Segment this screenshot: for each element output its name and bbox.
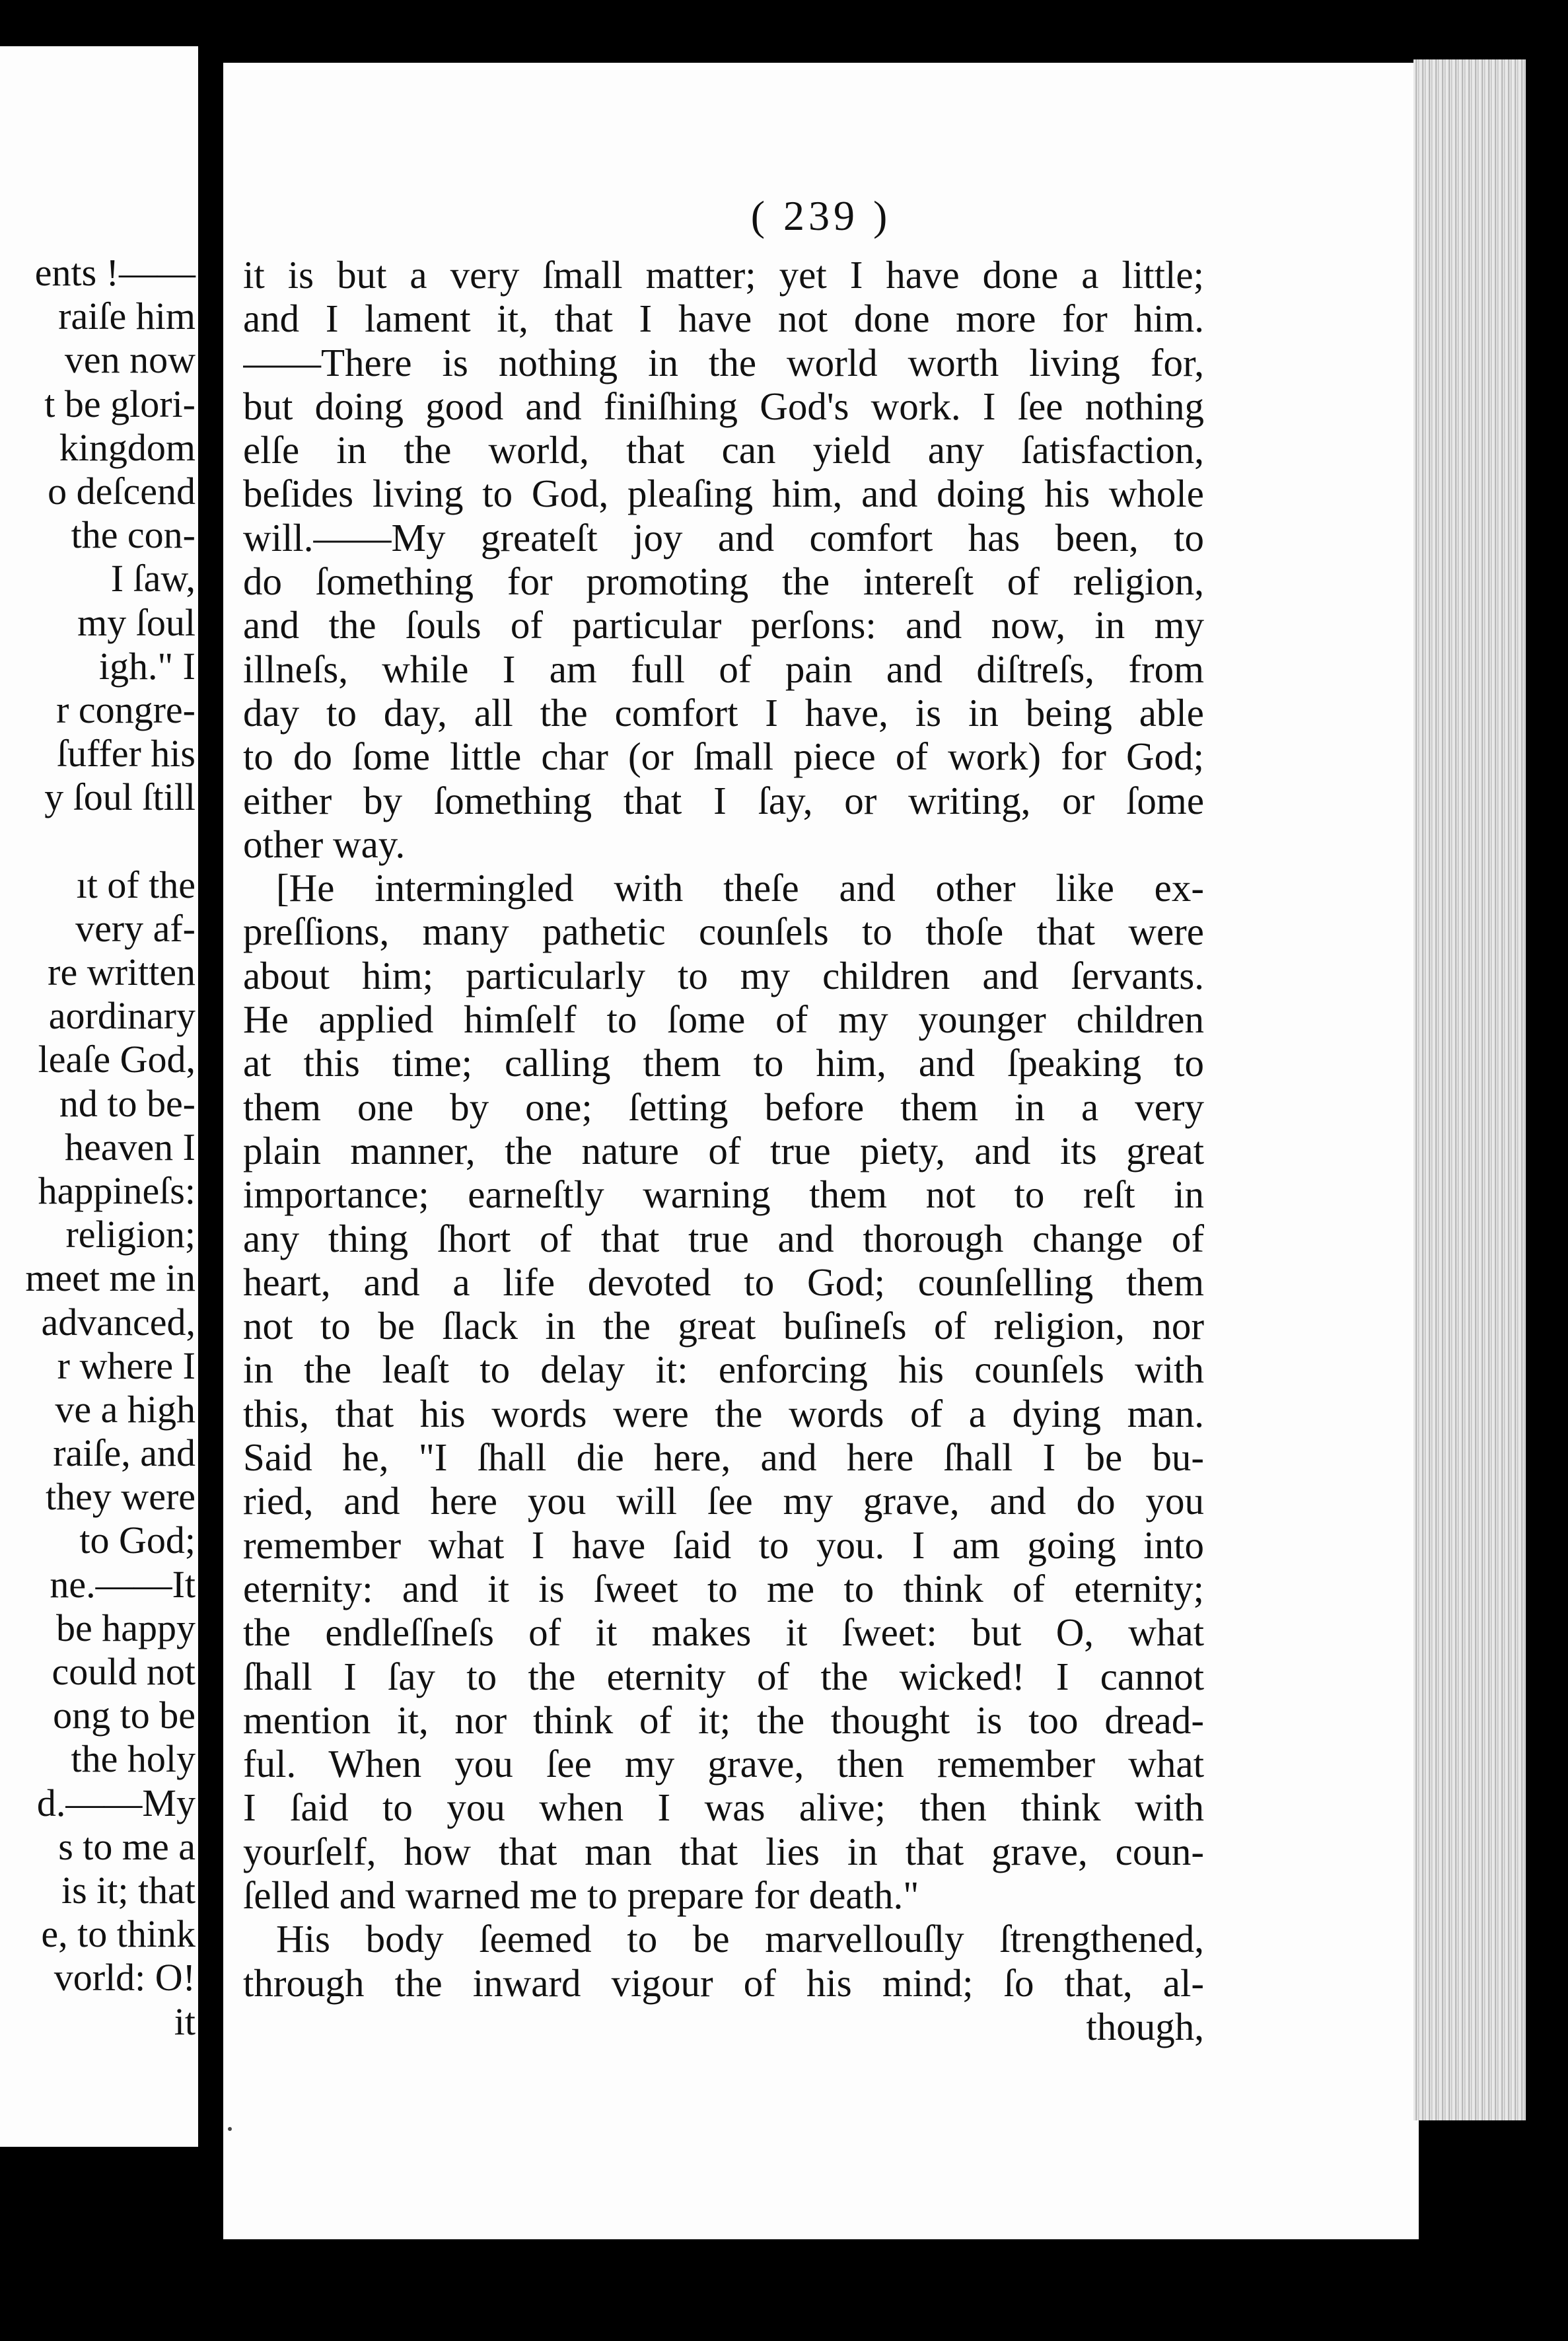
text-line: ſhall I ſay to the eternity of the wicked! I cannot xyxy=(243,1654,1204,1698)
text-line: but doing good and finiſhing God's work. I ſee nothing xyxy=(243,384,1204,428)
left-line: leaſe God, xyxy=(38,1038,196,1081)
left-line: ven now xyxy=(64,338,196,382)
text-line: other way. xyxy=(243,822,406,866)
text-line: yourſelf, how that man that lies in that grave, coun- xyxy=(243,1829,1204,1873)
left-line: vorld: O! xyxy=(53,1956,196,1999)
text-line: this, that his words were the words of a dying man. xyxy=(243,1391,1204,1435)
paragraph-start-line: His body ſeemed to be marvellouſly ſtrengthened, xyxy=(276,1917,1204,1961)
left-line: r congre- xyxy=(56,688,196,731)
text-line: mention it, nor think of it; the thought is too dread- xyxy=(243,1698,1204,1742)
left-line: re written xyxy=(48,951,196,993)
left-line: I ſaw, xyxy=(110,557,196,600)
ink-speck xyxy=(228,2127,232,2131)
left-line: ıt of the xyxy=(76,863,196,906)
left-line: s to me a xyxy=(58,1824,196,1868)
text-line: I ſaid to you when I was alive; then think with xyxy=(243,1785,1204,1830)
left-line: nd to be- xyxy=(59,1081,196,1125)
text-line: at this time; calling them to him, and ſpeaking to xyxy=(243,1041,1204,1085)
left-line: ong to be xyxy=(53,1694,196,1737)
left-line: meet me in xyxy=(25,1256,196,1300)
left-page-text xyxy=(0,251,198,2044)
text-line: ſelled and warned me to prepare for death." xyxy=(243,1873,919,1917)
page-number: ( 239 ) xyxy=(750,192,892,239)
text-line: through the inward vigour of his mind; ſo that, al- xyxy=(243,1961,1204,2005)
text-line: any thing ſhort of that true and thorough change of xyxy=(243,1216,1204,1260)
left-line: could not xyxy=(52,1650,196,1693)
body-text xyxy=(243,253,1204,2048)
text-line: either by ſomething that I ſay, or writing, or ſome xyxy=(243,778,1204,822)
page-edges xyxy=(1413,59,1526,2120)
text-line: heart, and a life devoted to God; counſelling them xyxy=(243,1260,1204,1304)
left-line: y ſoul ſtill xyxy=(44,775,196,819)
left-line: e, to think xyxy=(41,1912,196,1956)
left-line: ents !—— xyxy=(34,251,196,294)
text-line: will.——My greateſt joy and comfort has been, to xyxy=(243,515,1204,559)
left-line: ve a high xyxy=(55,1387,196,1431)
text-line: remember what I have ſaid to you. I am going into xyxy=(243,1523,1204,1567)
left-line: they were xyxy=(45,1475,196,1519)
text-line: in the leaſt to delay it: enforcing his counſels with xyxy=(243,1348,1204,1392)
text-line: ried, and here you will ſee my grave, and do you xyxy=(243,1479,1204,1523)
left-line: r where I xyxy=(57,1344,196,1387)
left-line: ſuffer his xyxy=(57,732,196,775)
text-line: not to be ſlack in the great buſineſs of religion, nor xyxy=(243,1304,1204,1348)
text-line: ful. When you ſee my grave, then remember what xyxy=(243,1742,1204,1786)
left-line: to God; xyxy=(79,1519,196,1562)
text-line: the endleſſneſs of it makes it ſweet: but O, what xyxy=(243,1610,1204,1655)
left-line: advanced, xyxy=(41,1300,196,1344)
left-line: aordinary xyxy=(48,994,196,1038)
left-line xyxy=(0,819,198,863)
text-line: them one by one; ſetting before them in a very xyxy=(243,1085,1204,1129)
text-line: and I lament it, that I have not done more for him. xyxy=(243,297,1204,341)
text-line: it is but a very ſmall matter; yet I have done a little; xyxy=(243,253,1204,297)
left-line: the con- xyxy=(71,513,196,557)
left-page xyxy=(0,46,198,2147)
left-line: ne.——It xyxy=(50,1562,196,1606)
left-line: raiſe him xyxy=(58,295,196,338)
left-line: kingdom xyxy=(59,425,196,469)
left-line: heaven I xyxy=(64,1125,196,1169)
left-line: be happy xyxy=(56,1606,196,1649)
left-line: the holy xyxy=(71,1737,196,1781)
book-gutter xyxy=(198,0,225,2341)
text-line: ——There is nothing in the world worth living for, xyxy=(243,340,1204,384)
left-line: raiſe, and xyxy=(53,1431,196,1475)
text-line: importance; earneſtly warning them not to reſt in xyxy=(243,1172,1204,1217)
text-line: to do ſome little char (or ſmall piece of work) for God; xyxy=(243,735,1204,779)
text-line: about him; particularly to my children and ſervants. xyxy=(243,953,1204,997)
left-line: it xyxy=(174,1999,196,2043)
catchword-line: though, xyxy=(1086,2004,1204,2048)
text-line: elſe in the world, that can yield any ſatisfaction, xyxy=(243,428,1204,472)
left-line: t be glori- xyxy=(44,382,196,425)
text-line: illneſs, while I am full of pain and diſtreſs, from xyxy=(243,647,1204,691)
left-line: my ſoul xyxy=(77,600,196,644)
left-line: happineſs: xyxy=(38,1169,196,1212)
right-page xyxy=(223,63,1419,2239)
left-line: igh." I xyxy=(98,644,196,688)
text-line: He applied himſelf to ſome of my younger children xyxy=(243,997,1204,1042)
text-line: preſſions, many pathetic counſels to thoſe that were xyxy=(243,910,1204,954)
left-line: very af- xyxy=(75,906,196,950)
text-line: plain manner, the nature of true piety, and its great xyxy=(243,1128,1204,1172)
left-line: religion; xyxy=(65,1213,196,1256)
paragraph-start-line: [He intermingled with theſe and other like ex- xyxy=(276,866,1204,910)
text-line: beſides living to God, pleaſing him, and doing his whole xyxy=(243,472,1204,516)
text-line: Said he, "I ſhall die here, and here ſhall I be bu- xyxy=(243,1435,1204,1480)
left-line: o deſcend xyxy=(48,469,196,513)
text-line: and the ſouls of particular perſons: and now, in my xyxy=(243,603,1204,647)
left-line: d.——My xyxy=(36,1781,196,1824)
left-line: is it; that xyxy=(61,1868,196,1912)
text-line: eternity: and it is ſweet to me to think of eternity; xyxy=(243,1566,1204,1610)
text-line: day to day, all the comfort I have, is in being able xyxy=(243,690,1204,735)
text-line: do ſomething for promoting the intereſt of religion, xyxy=(243,559,1204,604)
